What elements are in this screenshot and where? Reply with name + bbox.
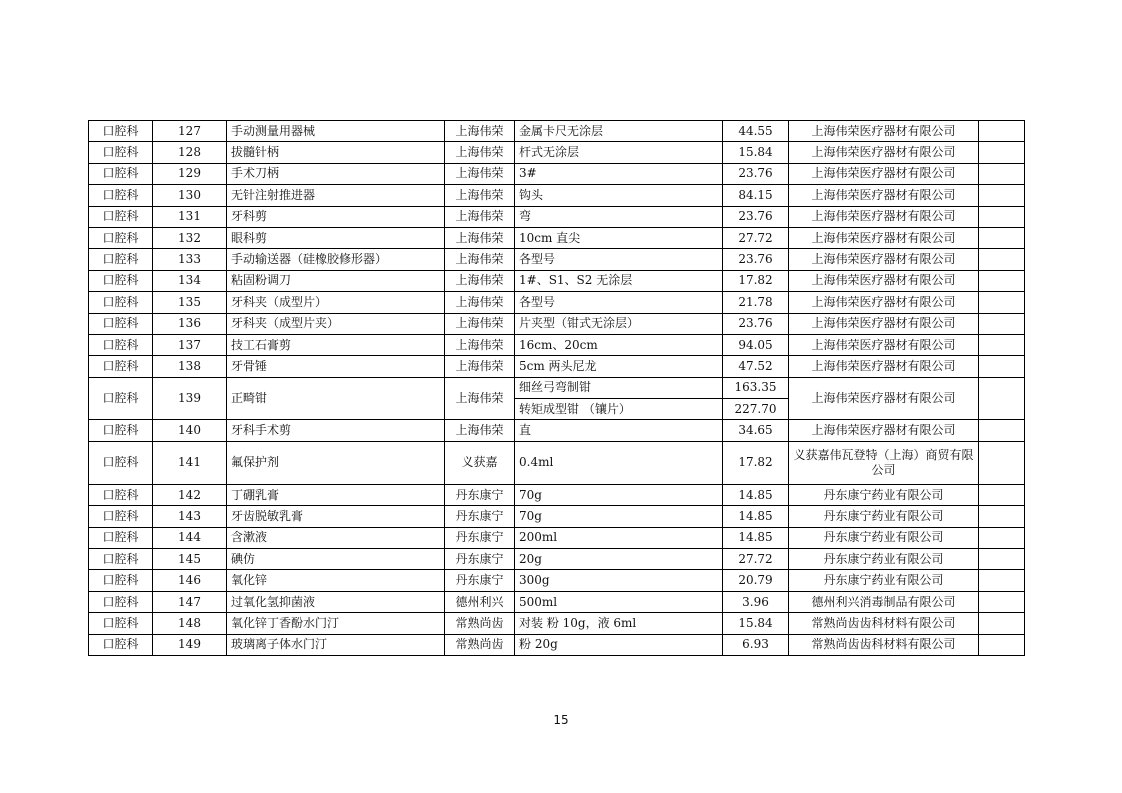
price-cell: 44.55 bbox=[723, 121, 789, 142]
department-cell: 口腔科 bbox=[89, 292, 153, 313]
remarks-cell bbox=[979, 313, 1025, 334]
product-name-cell: 过氧化氢抑菌液 bbox=[227, 591, 445, 612]
specification-cell: 70g bbox=[515, 506, 723, 527]
company-cell: 上海伟荣医疗器材有限公司 bbox=[789, 227, 979, 248]
department-cell: 口腔科 bbox=[89, 441, 153, 484]
department-cell: 口腔科 bbox=[89, 142, 153, 163]
company-cell: 上海伟荣医疗器材有限公司 bbox=[789, 121, 979, 142]
remarks-cell bbox=[979, 121, 1025, 142]
department-cell: 口腔科 bbox=[89, 634, 153, 655]
serial-number-cell: 145 bbox=[153, 549, 227, 570]
serial-number-cell: 128 bbox=[153, 142, 227, 163]
price-cell: 14.85 bbox=[723, 506, 789, 527]
product-name-cell: 无针注射推进器 bbox=[227, 185, 445, 206]
product-name-cell: 技工石膏剪 bbox=[227, 334, 445, 355]
department-cell: 口腔科 bbox=[89, 206, 153, 227]
table-row bbox=[89, 591, 1025, 612]
remarks-cell bbox=[979, 506, 1025, 527]
department-cell: 口腔科 bbox=[89, 313, 153, 334]
department-cell: 口腔科 bbox=[89, 549, 153, 570]
serial-number-cell: 133 bbox=[153, 249, 227, 270]
company-cell: 上海伟荣医疗器材有限公司 bbox=[789, 292, 979, 313]
table-row bbox=[89, 613, 1025, 634]
serial-number-cell: 144 bbox=[153, 527, 227, 548]
remarks-cell bbox=[979, 591, 1025, 612]
specification-cell: 0.4ml bbox=[515, 441, 723, 484]
specification-cell: 金属卡尺无涂层 bbox=[515, 121, 723, 142]
product-name-cell: 氧化锌 bbox=[227, 570, 445, 591]
department-cell: 口腔科 bbox=[89, 249, 153, 270]
company-cell: 上海伟荣医疗器材有限公司 bbox=[789, 420, 979, 441]
table-row bbox=[89, 249, 1025, 270]
specification-cell: 16cm、20cm bbox=[515, 334, 723, 355]
brand-cell: 德州利兴 bbox=[445, 591, 515, 612]
remarks-cell bbox=[979, 185, 1025, 206]
price-cell: 6.93 bbox=[723, 634, 789, 655]
price-cell: 94.05 bbox=[723, 334, 789, 355]
remarks-cell bbox=[979, 206, 1025, 227]
serial-number-cell: 140 bbox=[153, 420, 227, 441]
price-cell: 14.85 bbox=[723, 527, 789, 548]
serial-number-cell: 136 bbox=[153, 313, 227, 334]
specification-cell: 70g bbox=[515, 484, 723, 505]
company-cell: 丹东康宁药业有限公司 bbox=[789, 549, 979, 570]
specification-cell: 各型号 bbox=[515, 249, 723, 270]
table-row bbox=[89, 270, 1025, 291]
table-row bbox=[89, 185, 1025, 206]
brand-cell: 上海伟荣 bbox=[445, 163, 515, 184]
serial-number-cell: 129 bbox=[153, 163, 227, 184]
price-cell: 34.65 bbox=[723, 420, 789, 441]
department-cell: 口腔科 bbox=[89, 356, 153, 377]
product-name-cell: 手术刀柄 bbox=[227, 163, 445, 184]
specification-cell: 细丝弓弯制钳 bbox=[515, 377, 723, 398]
serial-number-cell: 146 bbox=[153, 570, 227, 591]
serial-number-cell: 134 bbox=[153, 270, 227, 291]
company-cell: 上海伟荣医疗器材有限公司 bbox=[789, 270, 979, 291]
company-cell: 德州利兴消毒制品有限公司 bbox=[789, 591, 979, 612]
remarks-cell bbox=[979, 142, 1025, 163]
product-name-cell: 正畸钳 bbox=[227, 377, 445, 420]
company-cell: 丹东康宁药业有限公司 bbox=[789, 506, 979, 527]
company-cell: 上海伟荣医疗器材有限公司 bbox=[789, 313, 979, 334]
product-name-cell: 眼科剪 bbox=[227, 227, 445, 248]
company-cell: 上海伟荣医疗器材有限公司 bbox=[789, 249, 979, 270]
product-name-cell: 手动输送器（硅橡胶修形器） bbox=[227, 249, 445, 270]
company-cell: 常熟尚齿齿科材料有限公司 bbox=[789, 613, 979, 634]
serial-number-cell: 143 bbox=[153, 506, 227, 527]
specification-cell: 各型号 bbox=[515, 292, 723, 313]
brand-cell: 上海伟荣 bbox=[445, 356, 515, 377]
price-cell: 23.76 bbox=[723, 206, 789, 227]
department-cell: 口腔科 bbox=[89, 270, 153, 291]
table-row bbox=[89, 549, 1025, 570]
serial-number-cell: 142 bbox=[153, 484, 227, 505]
brand-cell: 上海伟荣 bbox=[445, 227, 515, 248]
remarks-cell bbox=[979, 634, 1025, 655]
company-cell: 丹东康宁药业有限公司 bbox=[789, 570, 979, 591]
specification-cell: 直 bbox=[515, 420, 723, 441]
table-row bbox=[89, 527, 1025, 548]
brand-cell: 常熟尚齿 bbox=[445, 613, 515, 634]
table-row bbox=[89, 484, 1025, 505]
brand-cell: 常熟尚齿 bbox=[445, 634, 515, 655]
specification-cell: 200ml bbox=[515, 527, 723, 548]
table-row bbox=[89, 163, 1025, 184]
price-cell: 84.15 bbox=[723, 185, 789, 206]
price-cell: 227.70 bbox=[723, 399, 789, 420]
department-cell: 口腔科 bbox=[89, 570, 153, 591]
table-row bbox=[89, 420, 1025, 441]
serial-number-cell: 135 bbox=[153, 292, 227, 313]
company-cell: 上海伟荣医疗器材有限公司 bbox=[789, 185, 979, 206]
page-number: 15 bbox=[553, 713, 569, 727]
product-name-cell: 牙科夹（成型片夹） bbox=[227, 313, 445, 334]
specification-cell: 对装 粉 10g，液 6ml bbox=[515, 613, 723, 634]
department-cell: 口腔科 bbox=[89, 185, 153, 206]
brand-cell: 丹东康宁 bbox=[445, 527, 515, 548]
price-cell: 21.78 bbox=[723, 292, 789, 313]
product-name-cell: 拔髓针柄 bbox=[227, 142, 445, 163]
remarks-cell bbox=[979, 377, 1025, 420]
price-cell: 15.84 bbox=[723, 142, 789, 163]
company-cell: 上海伟荣医疗器材有限公司 bbox=[789, 334, 979, 355]
price-cell: 23.76 bbox=[723, 163, 789, 184]
table-row bbox=[89, 441, 1025, 484]
specification-cell: 5cm 两头尼龙 bbox=[515, 356, 723, 377]
serial-number-cell: 130 bbox=[153, 185, 227, 206]
specification-cell: 20g bbox=[515, 549, 723, 570]
specification-cell: 片夹型（钳式无涂层） bbox=[515, 313, 723, 334]
department-cell: 口腔科 bbox=[89, 484, 153, 505]
price-cell: 14.85 bbox=[723, 484, 789, 505]
remarks-cell bbox=[979, 270, 1025, 291]
company-cell: 丹东康宁药业有限公司 bbox=[789, 527, 979, 548]
department-cell: 口腔科 bbox=[89, 506, 153, 527]
price-cell: 163.35 bbox=[723, 377, 789, 398]
product-name-cell: 氧化锌丁香酚水门汀 bbox=[227, 613, 445, 634]
department-cell: 口腔科 bbox=[89, 163, 153, 184]
brand-cell: 上海伟荣 bbox=[445, 270, 515, 291]
table-row bbox=[89, 121, 1025, 142]
price-cell: 47.52 bbox=[723, 356, 789, 377]
remarks-cell bbox=[979, 527, 1025, 548]
brand-cell: 上海伟荣 bbox=[445, 292, 515, 313]
specification-cell: 3# bbox=[515, 163, 723, 184]
table-row bbox=[89, 377, 1025, 398]
brand-cell: 丹东康宁 bbox=[445, 484, 515, 505]
company-cell: 上海伟荣医疗器材有限公司 bbox=[789, 206, 979, 227]
serial-number-cell: 147 bbox=[153, 591, 227, 612]
brand-cell: 义获嘉 bbox=[445, 441, 515, 484]
department-cell: 口腔科 bbox=[89, 420, 153, 441]
brand-cell: 上海伟荣 bbox=[445, 420, 515, 441]
product-name-cell: 牙科剪 bbox=[227, 206, 445, 227]
brand-cell: 上海伟荣 bbox=[445, 334, 515, 355]
remarks-cell bbox=[979, 441, 1025, 484]
department-cell: 口腔科 bbox=[89, 591, 153, 612]
department-cell: 口腔科 bbox=[89, 334, 153, 355]
remarks-cell bbox=[979, 163, 1025, 184]
serial-number-cell: 132 bbox=[153, 227, 227, 248]
specification-cell: 500ml bbox=[515, 591, 723, 612]
specification-cell: 弯 bbox=[515, 206, 723, 227]
table-row bbox=[89, 142, 1025, 163]
department-cell: 口腔科 bbox=[89, 227, 153, 248]
department-cell: 口腔科 bbox=[89, 527, 153, 548]
company-cell: 上海伟荣医疗器材有限公司 bbox=[789, 163, 979, 184]
table-row bbox=[89, 506, 1025, 527]
department-cell: 口腔科 bbox=[89, 121, 153, 142]
price-cell: 27.72 bbox=[723, 549, 789, 570]
company-cell: 上海伟荣医疗器材有限公司 bbox=[789, 356, 979, 377]
serial-number-cell: 127 bbox=[153, 121, 227, 142]
brand-cell: 上海伟荣 bbox=[445, 206, 515, 227]
product-name-cell: 牙科夹（成型片） bbox=[227, 292, 445, 313]
specification-cell: 10cm 直尖 bbox=[515, 227, 723, 248]
specification-cell: 转矩成型钳 （镶片） bbox=[515, 399, 723, 420]
product-name-cell: 氟保护剂 bbox=[227, 441, 445, 484]
brand-cell: 上海伟荣 bbox=[445, 249, 515, 270]
table-row bbox=[89, 227, 1025, 248]
serial-number-cell: 149 bbox=[153, 634, 227, 655]
product-name-cell: 牙科手术剪 bbox=[227, 420, 445, 441]
remarks-cell bbox=[979, 484, 1025, 505]
serial-number-cell: 139 bbox=[153, 377, 227, 420]
specification-cell: 粉 20g bbox=[515, 634, 723, 655]
remarks-cell bbox=[979, 549, 1025, 570]
product-name-cell: 牙齿脱敏乳膏 bbox=[227, 506, 445, 527]
price-table bbox=[88, 120, 1025, 656]
price-cell: 17.82 bbox=[723, 270, 789, 291]
table-body bbox=[89, 121, 1025, 656]
table-row bbox=[89, 634, 1025, 655]
brand-cell: 丹东康宁 bbox=[445, 506, 515, 527]
company-cell: 义获嘉伟瓦登特（上海）商贸有限公司 bbox=[789, 441, 979, 484]
specification-cell: 300g bbox=[515, 570, 723, 591]
remarks-cell bbox=[979, 570, 1025, 591]
table-row bbox=[89, 206, 1025, 227]
price-cell: 23.76 bbox=[723, 249, 789, 270]
company-cell: 丹东康宁药业有限公司 bbox=[789, 484, 979, 505]
brand-cell: 上海伟荣 bbox=[445, 142, 515, 163]
department-cell: 口腔科 bbox=[89, 613, 153, 634]
product-name-cell: 粘固粉调刀 bbox=[227, 270, 445, 291]
price-cell: 23.76 bbox=[723, 313, 789, 334]
remarks-cell bbox=[979, 334, 1025, 355]
brand-cell: 上海伟荣 bbox=[445, 377, 515, 420]
brand-cell: 上海伟荣 bbox=[445, 185, 515, 206]
table-row bbox=[89, 334, 1025, 355]
remarks-cell bbox=[979, 420, 1025, 441]
serial-number-cell: 148 bbox=[153, 613, 227, 634]
price-cell: 20.79 bbox=[723, 570, 789, 591]
company-cell: 上海伟荣医疗器材有限公司 bbox=[789, 142, 979, 163]
table-row bbox=[89, 313, 1025, 334]
table-row bbox=[89, 356, 1025, 377]
table-row bbox=[89, 570, 1025, 591]
price-cell: 3.96 bbox=[723, 591, 789, 612]
serial-number-cell: 141 bbox=[153, 441, 227, 484]
remarks-cell bbox=[979, 249, 1025, 270]
brand-cell: 上海伟荣 bbox=[445, 313, 515, 334]
table-row bbox=[89, 292, 1025, 313]
price-cell: 27.72 bbox=[723, 227, 789, 248]
product-name-cell: 玻璃离子体水门汀 bbox=[227, 634, 445, 655]
brand-cell: 丹东康宁 bbox=[445, 549, 515, 570]
product-name-cell: 含漱液 bbox=[227, 527, 445, 548]
department-cell: 口腔科 bbox=[89, 377, 153, 420]
product-name-cell: 碘仿 bbox=[227, 549, 445, 570]
specification-cell: 1#、S1、S2 无涂层 bbox=[515, 270, 723, 291]
product-name-cell: 手动测量用器械 bbox=[227, 121, 445, 142]
serial-number-cell: 137 bbox=[153, 334, 227, 355]
product-name-cell: 丁硼乳膏 bbox=[227, 484, 445, 505]
price-cell: 17.82 bbox=[723, 441, 789, 484]
remarks-cell bbox=[979, 613, 1025, 634]
company-cell: 上海伟荣医疗器材有限公司 bbox=[789, 377, 979, 420]
remarks-cell bbox=[979, 227, 1025, 248]
specification-cell: 杆式无涂层 bbox=[515, 142, 723, 163]
price-cell: 15.84 bbox=[723, 613, 789, 634]
brand-cell: 上海伟荣 bbox=[445, 121, 515, 142]
specification-cell: 钩头 bbox=[515, 185, 723, 206]
remarks-cell bbox=[979, 292, 1025, 313]
serial-number-cell: 131 bbox=[153, 206, 227, 227]
company-cell: 常熟尚齿齿科材料有限公司 bbox=[789, 634, 979, 655]
remarks-cell bbox=[979, 356, 1025, 377]
serial-number-cell: 138 bbox=[153, 356, 227, 377]
brand-cell: 丹东康宁 bbox=[445, 570, 515, 591]
product-name-cell: 牙骨锤 bbox=[227, 356, 445, 377]
